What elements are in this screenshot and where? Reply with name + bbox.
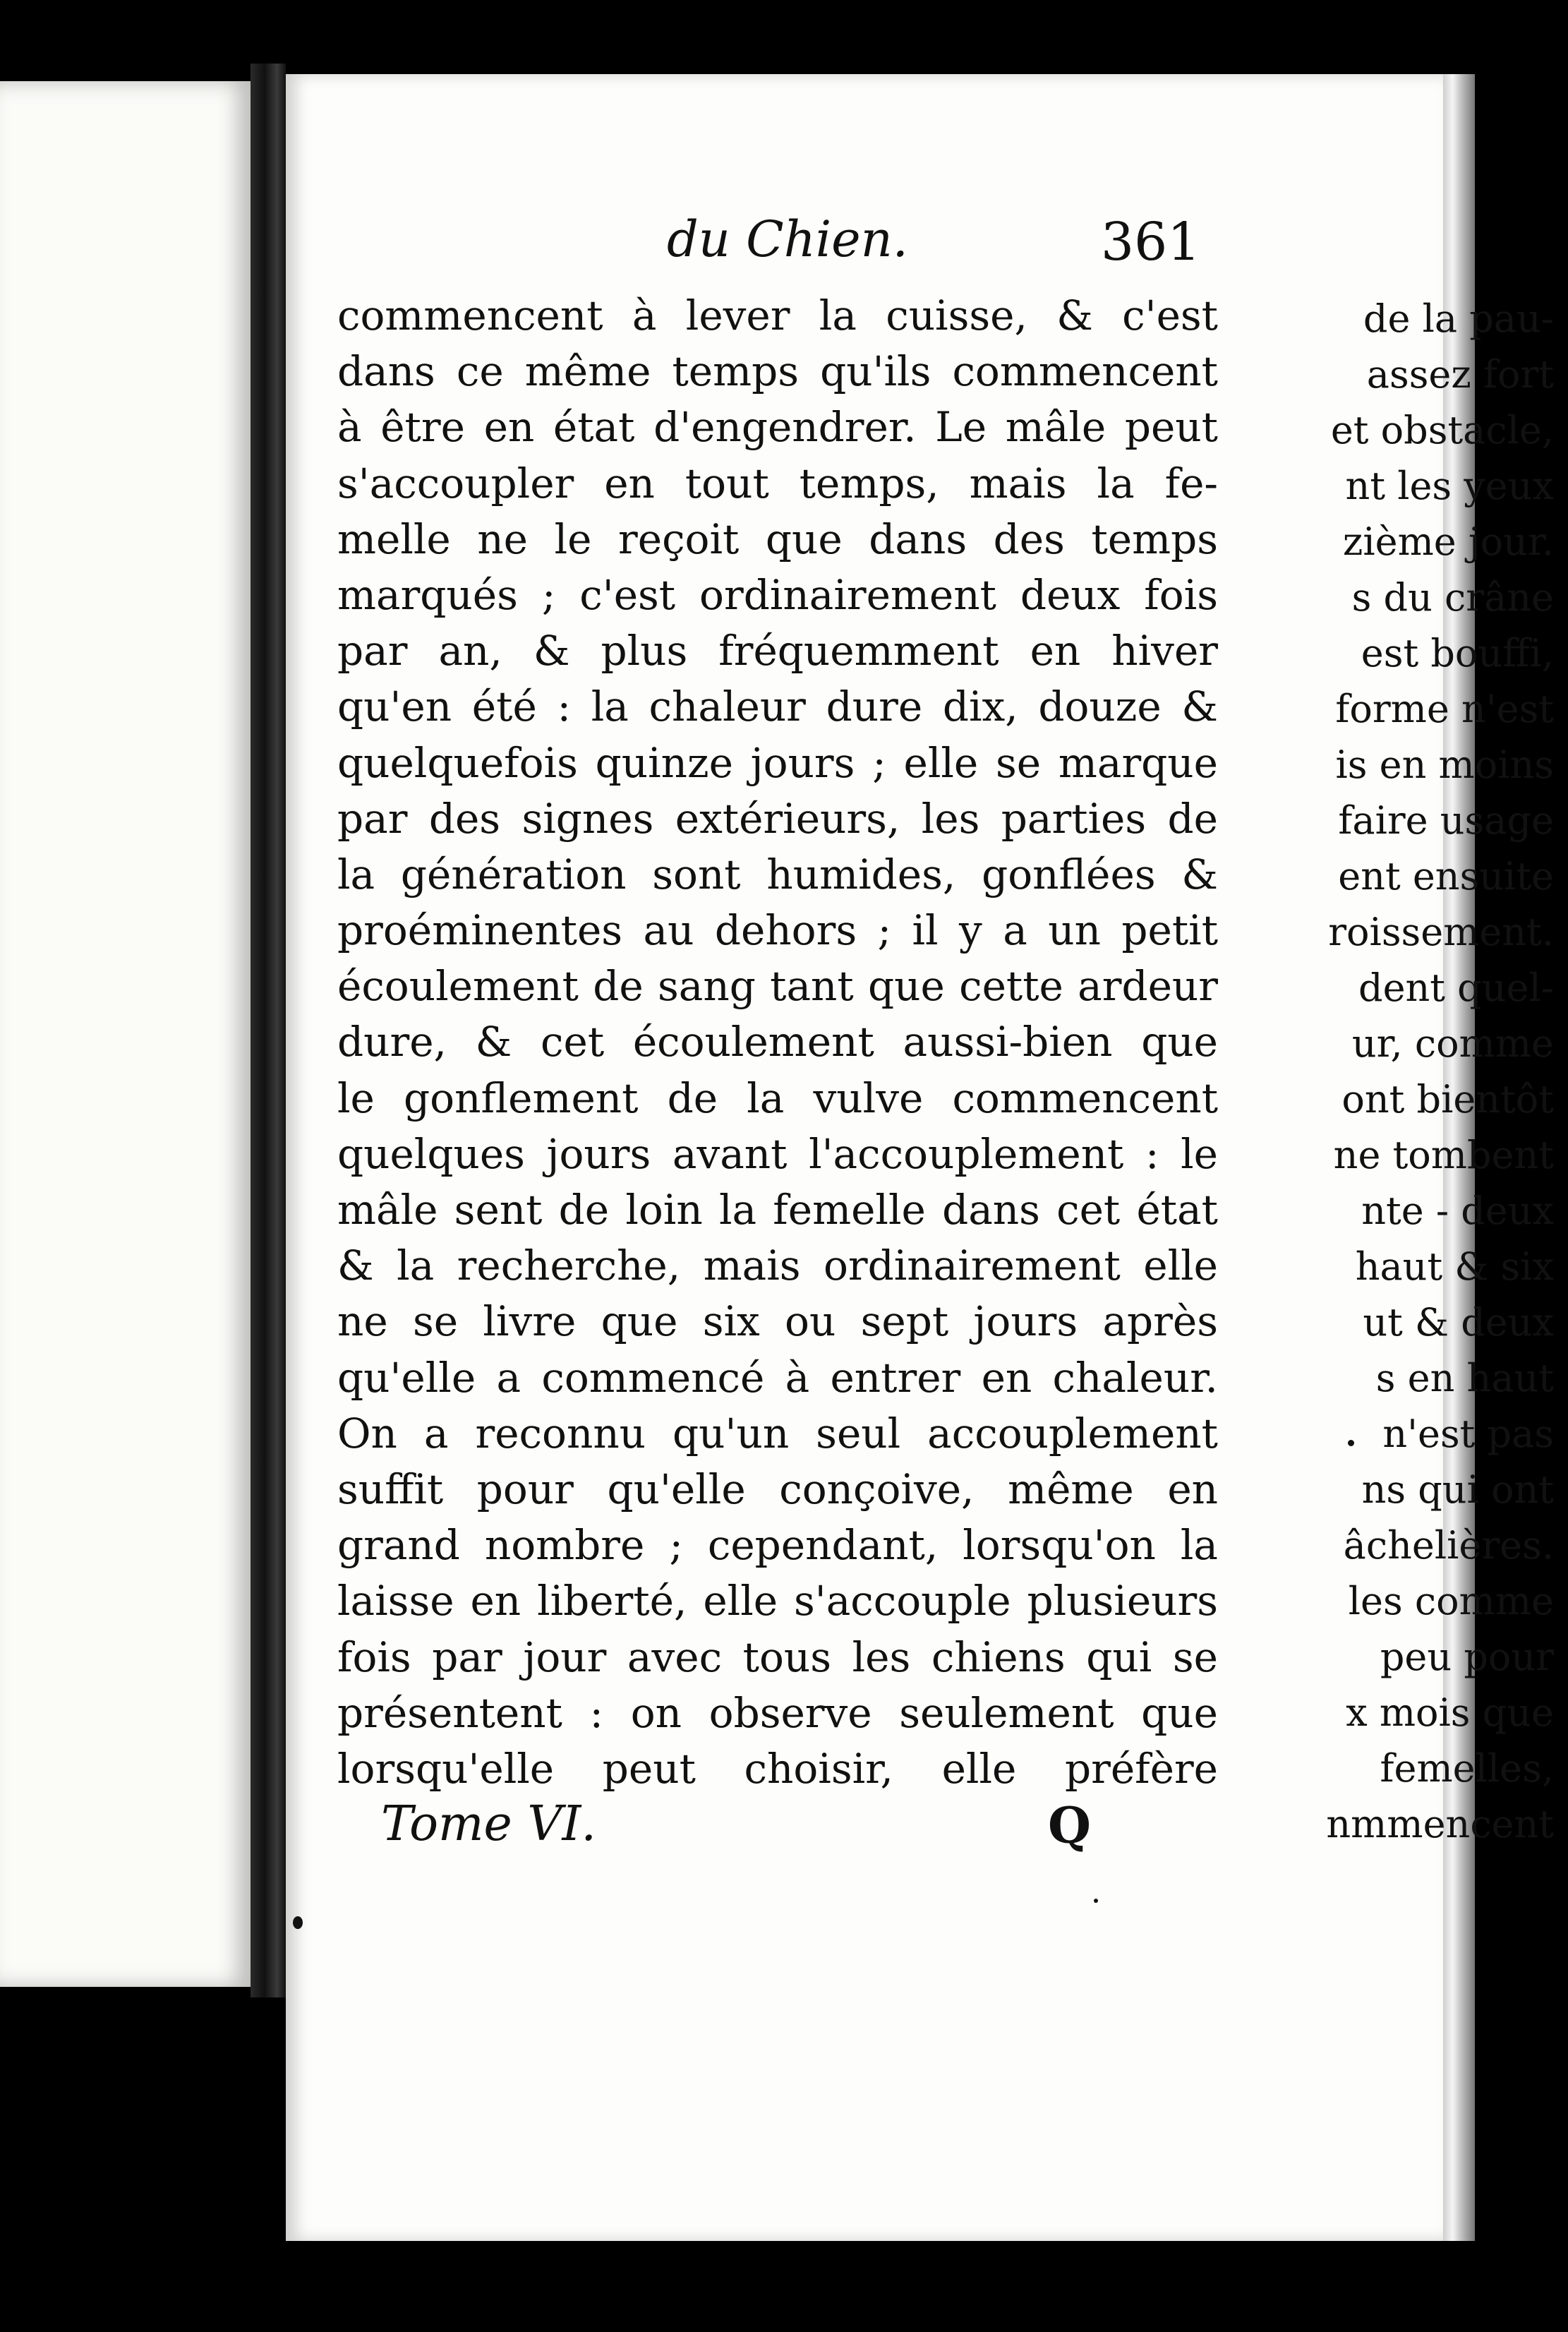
left-line: et obstacle, (1330, 408, 1554, 452)
text-line: ne se livre que six ou sept jours après (337, 1297, 1218, 1346)
text-line: commencent à lever la cuisse, & c'est (337, 292, 1218, 339)
text-line: par an, & plus fréquemment en hiver (337, 627, 1218, 675)
left-line: ont bientôt (1341, 1077, 1554, 1122)
left-line: dent quel- (1358, 966, 1554, 1010)
scan-speck (293, 1916, 303, 1929)
text-line: quelques jours avant l'accouplement : le (337, 1129, 1218, 1178)
left-line: x mois que (1346, 1690, 1554, 1735)
text-line: & la recherche, mais ordinairement elle (337, 1242, 1218, 1290)
left-line: ut & deux (1363, 1300, 1554, 1345)
text-line: quelquefois quinze jours ; elle se marque (337, 738, 1218, 787)
left-line: les comme (1348, 1579, 1554, 1623)
text-line: s'accoupler en tout temps, mais la fe- (337, 459, 1218, 507)
left-line: faire usage (1338, 798, 1554, 843)
left-line: ur, comme (1351, 1021, 1554, 1066)
left-line: ns qui ont (1361, 1467, 1554, 1512)
left-line: s du crâne (1351, 575, 1554, 620)
running-head-title: du Chien. (667, 210, 908, 268)
text-line: la génération sont humides, gonflées & (337, 850, 1218, 898)
left-line: de la pau- (1363, 296, 1554, 341)
left-line: nte - deux (1361, 1189, 1554, 1233)
text-line: le gonflement de la vulve commencent (337, 1074, 1218, 1122)
text-line: mâle sent de loin la femelle dans cet état (337, 1186, 1218, 1234)
left-line: haut & six (1355, 1244, 1554, 1289)
left-line: femelles, (1380, 1746, 1554, 1791)
text-line: écoulement de sang tant que cette ardeur (337, 962, 1218, 1011)
text-line: qu'en été : la chaleur dure dix, douze & (337, 683, 1218, 731)
left-line: nmmencent (1326, 1802, 1554, 1846)
left-line: ent ensuite (1338, 854, 1554, 898)
left-line: is en moins (1335, 743, 1554, 787)
left-line: n'est pas (1382, 1412, 1554, 1456)
previous-page-fragment (0, 81, 251, 1987)
text-line: suffit pour qu'elle conçoive, même en (337, 1465, 1218, 1513)
text-line: proéminentes au dehors ; il y a un petit (337, 906, 1218, 955)
left-line: peu pour (1380, 1635, 1554, 1679)
left-line: ne tombent (1333, 1133, 1554, 1177)
text-line: On a reconnu qu'un seul accouplement (337, 1409, 1218, 1458)
left-line: nt les yeux (1345, 464, 1554, 508)
text-line: qu'elle a commencé à entrer en chaleur. (337, 1353, 1218, 1402)
text-line: melle ne le reçoit que dans des temps (337, 515, 1218, 563)
left-line: s en haut (1375, 1356, 1554, 1400)
text-line: présentent : on observe seulement que (337, 1688, 1218, 1737)
left-line: âchelières. (1343, 1523, 1554, 1568)
book-gutter (251, 64, 286, 1997)
text-line: lorsqu'elle peut choisir, elle préfère (337, 1744, 1218, 1793)
scan-speck (1348, 1440, 1354, 1446)
volume-label: Tome VI. (381, 1796, 596, 1852)
left-line: zième jour. (1342, 519, 1554, 564)
text-line: marqués ; c'est ordinairement deux fois (337, 570, 1218, 619)
text-line: dure, & cet écoulement aussi-bien que (337, 1018, 1218, 1066)
page-number: 361 (1101, 212, 1201, 272)
left-line: assez fort (1366, 352, 1554, 397)
left-line: est bouffi, (1361, 631, 1554, 675)
left-line: forme n'est (1335, 687, 1554, 731)
left-line: roissement. (1328, 910, 1554, 954)
scan-speck (1094, 1899, 1098, 1903)
body-text (337, 288, 1218, 1797)
text-line: fois par jour avec tous les chiens qui se (337, 1633, 1218, 1681)
text-line: à être en état d'engendrer. Le mâle peut (337, 403, 1218, 452)
text-line: grand nombre ; cependant, lorsqu'on la (337, 1521, 1218, 1570)
text-line: dans ce même temps qu'ils commencent (337, 347, 1218, 396)
signature-mark: Q (1048, 1796, 1091, 1855)
text-line: laisse en liberté, elle s'accouple plusieurs (337, 1577, 1218, 1625)
text-line: par des signes extérieurs, les parties de (337, 794, 1218, 843)
